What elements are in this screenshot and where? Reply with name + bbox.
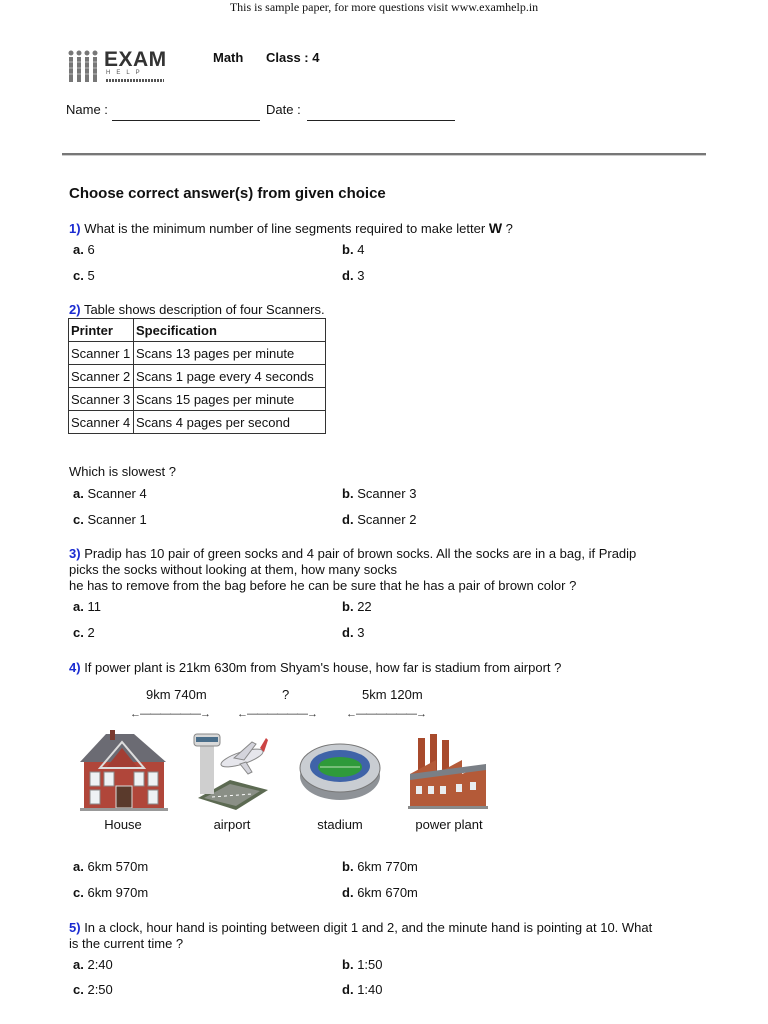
question-text: What is the minimum number of line segments required to make letter xyxy=(84,221,486,236)
stadium-icon xyxy=(298,732,382,804)
question-text-line: is the current time ? xyxy=(69,936,184,951)
q2-option-d[interactable]: d. Scanner 2 xyxy=(342,512,417,527)
question-5 xyxy=(69,920,709,952)
logo-bars xyxy=(106,79,164,82)
logo-figures-icon xyxy=(66,48,102,84)
scanner-table xyxy=(68,318,326,434)
distance-house-airport: 9km 740m xyxy=(146,687,207,702)
caption-airport: airport xyxy=(213,817,251,832)
q5-option-d[interactable]: d. 1:40 xyxy=(342,982,383,997)
arrow-icon: ←——————→ xyxy=(346,708,426,720)
q3-option-c[interactable]: c. 2 xyxy=(73,625,95,640)
logo-sub: HELP xyxy=(106,70,146,76)
caption-power-plant: power plant xyxy=(415,817,483,832)
q5-option-b[interactable]: b. 1:50 xyxy=(342,957,383,972)
table-row xyxy=(69,388,326,411)
q3-option-a[interactable]: a. 11 xyxy=(73,599,101,614)
question-text-line: In a clock, hour hand is pointing between digit 1 and 2, and the minute hand is pointing at 10. What xyxy=(84,920,653,935)
q5-option-c[interactable]: c. 2:50 xyxy=(73,982,113,997)
question-number: 2) xyxy=(69,302,81,317)
table-cell: Scanner 4 xyxy=(69,411,134,434)
table-header-row xyxy=(69,319,326,342)
question-text-line: picks the socks without looking at them, how many socks xyxy=(69,562,398,577)
table-cell: Scans 1 page every 4 seconds xyxy=(134,365,326,388)
date-label: Date : xyxy=(266,102,301,117)
house-icon xyxy=(76,728,170,812)
header-divider xyxy=(62,153,706,156)
q1-option-a[interactable]: a. 6 xyxy=(73,242,95,257)
class-label: Class : 4 xyxy=(266,50,320,65)
arrow-icon: ←——————→ xyxy=(130,708,210,720)
table-row xyxy=(69,342,326,365)
q1-option-c[interactable]: c. 5 xyxy=(73,268,95,283)
name-label: Name : xyxy=(66,102,108,117)
q2-option-c[interactable]: c. Scanner 1 xyxy=(73,512,147,527)
power-plant-icon xyxy=(406,730,490,812)
question-number: 1) xyxy=(69,221,81,236)
table-header: Printer xyxy=(69,319,134,342)
sample-paper-note: This is sample paper, for more questions visit www.examhelp.in xyxy=(229,0,539,14)
instructions-heading: Choose correct answer(s) from given choice xyxy=(69,185,386,202)
question-number: 3) xyxy=(69,546,81,561)
question-1 xyxy=(69,220,513,236)
q2-option-a[interactable]: a. Scanner 4 xyxy=(73,486,147,501)
q3-option-b[interactable]: b. 22 xyxy=(342,599,372,614)
question-4 xyxy=(69,660,561,675)
question-text: Table shows description of four Scanners. xyxy=(83,302,325,317)
table-cell: Scans 13 pages per minute xyxy=(134,342,326,365)
question-2 xyxy=(69,302,325,317)
table-cell: Scanner 2 xyxy=(69,365,134,388)
distance-stadium-plant: 5km 120m xyxy=(362,687,423,702)
caption-house: House xyxy=(104,817,142,832)
subject-label: Math xyxy=(213,50,244,65)
question-3 xyxy=(69,546,709,594)
question-end: ? xyxy=(505,221,513,236)
airport-icon xyxy=(190,728,272,812)
table-row xyxy=(69,411,326,434)
letter-w: W xyxy=(488,220,503,236)
q3-option-d[interactable]: d. 3 xyxy=(342,625,365,640)
table-cell: Scanner 1 xyxy=(69,342,134,365)
logo-word: EXAM xyxy=(104,48,167,71)
q2-prompt: Which is slowest ? xyxy=(69,464,176,479)
table-row xyxy=(69,365,326,388)
q1-option-d[interactable]: d. 3 xyxy=(342,268,365,283)
q4-option-a[interactable]: a. 6km 570m xyxy=(73,859,149,874)
date-field-line[interactable] xyxy=(307,120,455,121)
q2-option-b[interactable]: b. Scanner 3 xyxy=(342,486,417,501)
question-number: 5) xyxy=(69,920,81,935)
examhelp-logo xyxy=(66,48,166,84)
question-text-line: he has to remove from the bag before he can be sure that he has a pair of brown color ? xyxy=(69,578,577,593)
caption-stadium: stadium xyxy=(317,817,363,832)
q1-option-b[interactable]: b. 4 xyxy=(342,242,365,257)
question-text-line: Pradip has 10 pair of green socks and 4 pair of brown socks. All the socks are in a bag, if Pradip xyxy=(84,546,637,561)
q4-option-d[interactable]: d. 6km 670m xyxy=(342,885,418,900)
table-cell: Scans 4 pages per second xyxy=(134,411,326,434)
table-header: Specification xyxy=(134,319,326,342)
table-cell: Scans 15 pages per minute xyxy=(134,388,326,411)
question-text: If power plant is 21km 630m from Shyam's house, how far is stadium from airport ? xyxy=(84,660,562,675)
q4-option-b[interactable]: b. 6km 770m xyxy=(342,859,418,874)
question-number: 4) xyxy=(69,660,81,675)
table-cell: Scanner 3 xyxy=(69,388,134,411)
distance-airport-stadium: ? xyxy=(282,687,290,702)
q4-option-c[interactable]: c. 6km 970m xyxy=(73,885,149,900)
arrow-icon: ←——————→ xyxy=(237,708,317,720)
name-field-line[interactable] xyxy=(112,120,260,121)
q5-option-a[interactable]: a. 2:40 xyxy=(73,957,113,972)
